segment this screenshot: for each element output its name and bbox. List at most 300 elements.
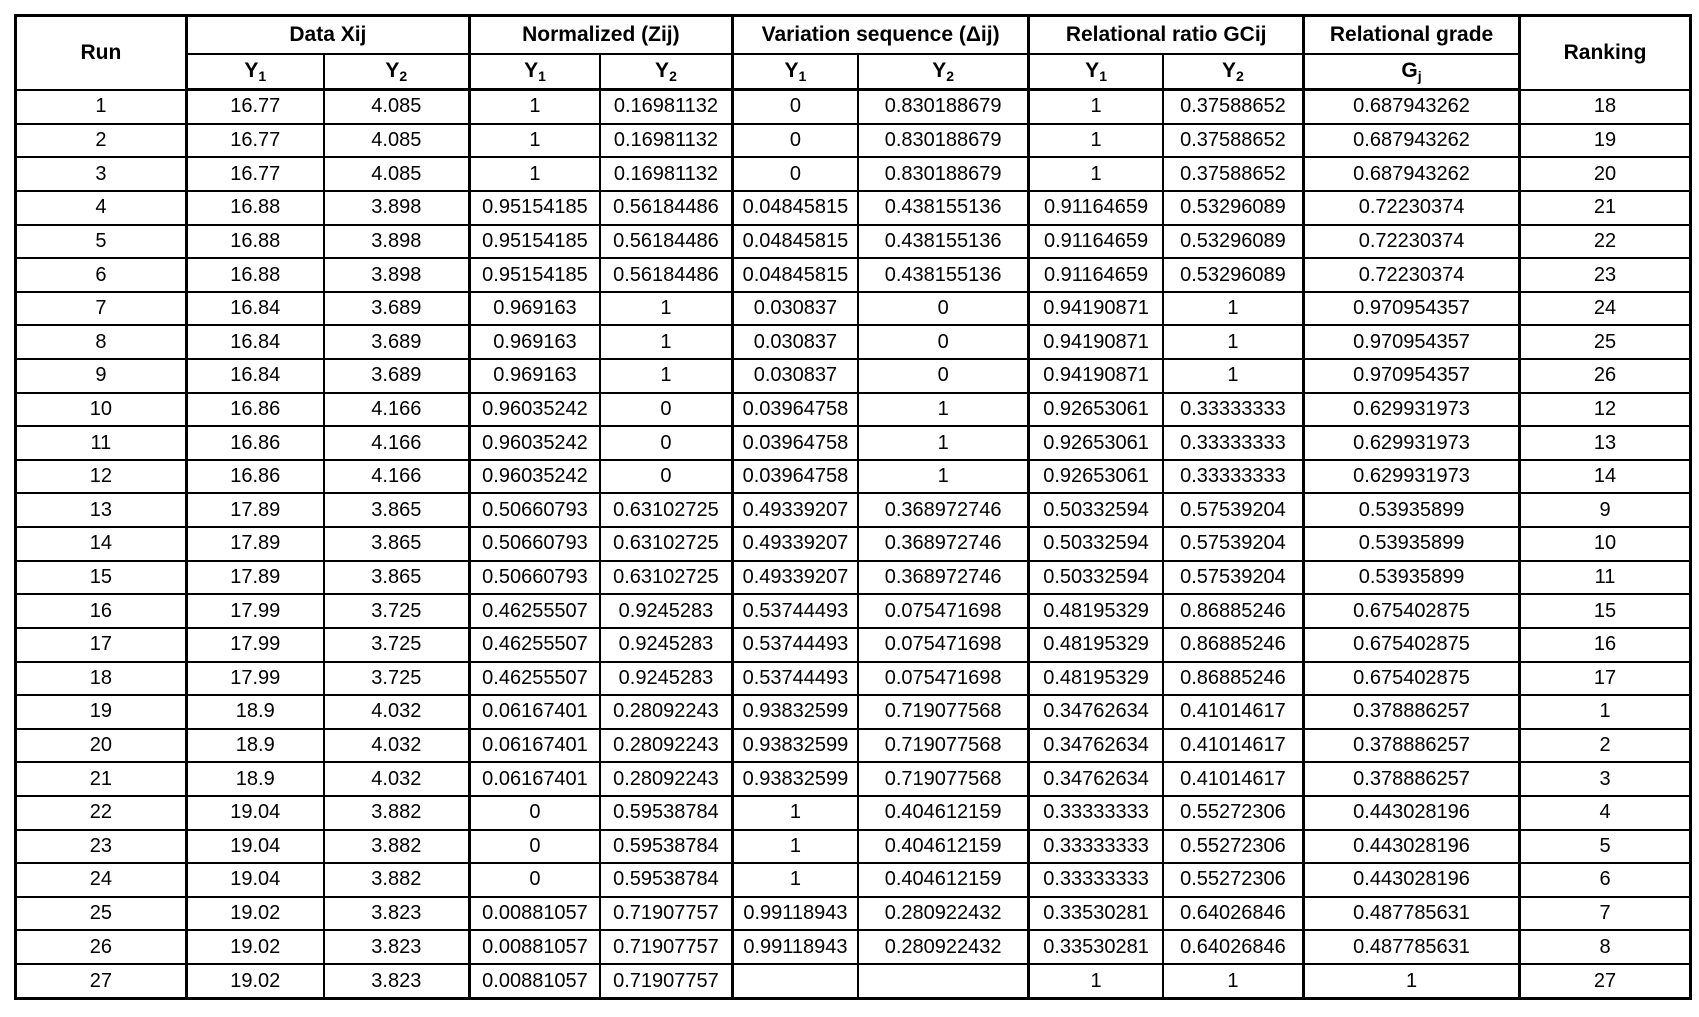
cell-run: 6 [16, 258, 187, 292]
cell-ranking: 21 [1520, 191, 1691, 225]
table-row [16, 493, 1691, 527]
cell-ratio-y2: 0.86885246 [1163, 628, 1304, 662]
cell-data-y1: 16.88 [186, 225, 323, 259]
cell-normalized-y2: 0.16981132 [600, 157, 732, 191]
cell-ratio-y1: 0.33530281 [1029, 897, 1163, 931]
table-row [16, 695, 1691, 729]
cell-run: 18 [16, 662, 187, 696]
cell-grade: 0.378886257 [1304, 695, 1520, 729]
cell-normalized-y2: 0.56184486 [600, 191, 732, 225]
cell-run: 17 [16, 628, 187, 662]
cell-data-y2: 4.032 [324, 762, 470, 796]
cell-grade: 0.675402875 [1304, 594, 1520, 628]
cell-variation-y2: 0 [858, 359, 1029, 393]
cell-grade: 0.72230374 [1304, 258, 1520, 292]
cell-ranking: 18 [1520, 90, 1691, 124]
cell-data-y1: 16.77 [186, 157, 323, 191]
cell-run: 25 [16, 897, 187, 931]
subheader-grade-gj: $G_j$ [1304, 54, 1520, 90]
cell-normalized-y2: 0.59538784 [600, 830, 732, 864]
cell-variation-y1: 0 [732, 90, 858, 124]
cell-run: 5 [16, 225, 187, 259]
cell-ratio-y2: 0.33333333 [1163, 460, 1304, 494]
cell-normalized-y1: 0.96035242 [469, 460, 600, 494]
cell-data-y1: 17.99 [186, 594, 323, 628]
cell-data-y1: 17.89 [186, 561, 323, 595]
cell-normalized-y1: 0.969163 [469, 325, 600, 359]
cell-run: 4 [16, 191, 187, 225]
cell-data-y1: 17.99 [186, 628, 323, 662]
cell-variation-y2: 0.404612159 [858, 830, 1029, 864]
cell-ranking: 14 [1520, 460, 1691, 494]
table-row [16, 426, 1691, 460]
cell-run: 26 [16, 930, 187, 964]
cell-data-y2: 3.689 [324, 359, 470, 393]
table-row [16, 964, 1691, 998]
cell-grade: 0.443028196 [1304, 796, 1520, 830]
subheader-variation-y1: $Y_1$ [732, 54, 858, 90]
grey-relational-table [14, 14, 1692, 1000]
cell-variation-y2: 0.719077568 [858, 695, 1029, 729]
cell-data-y1: 19.04 [186, 796, 323, 830]
cell-variation-y2: 0.438155136 [858, 258, 1029, 292]
cell-ranking: 1 [1520, 695, 1691, 729]
cell-ratio-y1: 0.33333333 [1029, 796, 1163, 830]
cell-ratio-y2: 0.53296089 [1163, 191, 1304, 225]
cell-data-y1: 16.86 [186, 393, 323, 427]
table-row [16, 191, 1691, 225]
cell-ranking: 3 [1520, 762, 1691, 796]
cell-normalized-y2: 0.9245283 [600, 594, 732, 628]
cell-grade: 0.687943262 [1304, 157, 1520, 191]
table-row [16, 527, 1691, 561]
cell-ranking: 27 [1520, 964, 1691, 998]
cell-grade: 0.487785631 [1304, 897, 1520, 931]
table-row [16, 393, 1691, 427]
cell-ratio-y1: 0.94190871 [1029, 292, 1163, 326]
cell-data-y1: 16.84 [186, 325, 323, 359]
cell-run: 15 [16, 561, 187, 595]
cell-variation-y2: 0.404612159 [858, 796, 1029, 830]
cell-normalized-y2: 0.28092243 [600, 762, 732, 796]
cell-ratio-y2: 0.53296089 [1163, 258, 1304, 292]
cell-data-y1: 16.77 [186, 90, 323, 124]
cell-run: 27 [16, 964, 187, 998]
cell-run: 23 [16, 830, 187, 864]
cell-variation-y2: 0.830188679 [858, 90, 1029, 124]
cell-ranking: 2 [1520, 729, 1691, 763]
cell-ratio-y1: 1 [1029, 157, 1163, 191]
cell-variation-y1: 0.93832599 [732, 695, 858, 729]
table-row [16, 897, 1691, 931]
cell-variation-y1: 0.030837 [732, 359, 858, 393]
col-header-variation-sequence: Variation sequence (Δij) [732, 16, 1028, 54]
cell-grade: 0.53935899 [1304, 493, 1520, 527]
col-header-relational-ratio: Relational ratio GCij [1029, 16, 1304, 54]
cell-variation-y2: 0.438155136 [858, 191, 1029, 225]
cell-normalized-y2: 0.71907757 [600, 964, 732, 998]
cell-ratio-y1: 0.91164659 [1029, 225, 1163, 259]
cell-ratio-y2: 0.55272306 [1163, 863, 1304, 897]
cell-run: 3 [16, 157, 187, 191]
cell-data-y1: 17.89 [186, 493, 323, 527]
cell-variation-y2: 0.280922432 [858, 930, 1029, 964]
cell-normalized-y2: 0 [600, 426, 732, 460]
cell-grade: 0.72230374 [1304, 225, 1520, 259]
cell-variation-y2: 0.075471698 [858, 594, 1029, 628]
cell-ratio-y1: 0.91164659 [1029, 191, 1163, 225]
cell-normalized-y1: 1 [469, 124, 600, 158]
header-group-row [16, 16, 1691, 54]
table-row [16, 930, 1691, 964]
cell-variation-y1: 0.030837 [732, 292, 858, 326]
cell-ratio-y2: 0.57539204 [1163, 527, 1304, 561]
cell-variation-y1: 0.93832599 [732, 729, 858, 763]
cell-data-y1: 16.84 [186, 359, 323, 393]
cell-data-y2: 4.085 [324, 124, 470, 158]
cell-normalized-y1: 0.50660793 [469, 527, 600, 561]
cell-variation-y1: 0.04845815 [732, 258, 858, 292]
cell-ratio-y1: 0.92653061 [1029, 393, 1163, 427]
cell-variation-y1: 1 [732, 830, 858, 864]
table-row [16, 325, 1691, 359]
cell-grade: 0.629931973 [1304, 460, 1520, 494]
cell-ratio-y2: 0.33333333 [1163, 426, 1304, 460]
col-header-run: Run [16, 16, 187, 90]
cell-ratio-y2: 0.41014617 [1163, 762, 1304, 796]
cell-data-y2: 3.823 [324, 930, 470, 964]
cell-normalized-y1: 0 [469, 830, 600, 864]
cell-variation-y2: 1 [858, 393, 1029, 427]
cell-run: 20 [16, 729, 187, 763]
cell-ratio-y1: 0.92653061 [1029, 460, 1163, 494]
cell-normalized-y2: 0.63102725 [600, 561, 732, 595]
cell-ratio-y1: 0.91164659 [1029, 258, 1163, 292]
cell-normalized-y1: 0.50660793 [469, 561, 600, 595]
cell-ranking: 10 [1520, 527, 1691, 561]
cell-variation-y1: 0.99118943 [732, 930, 858, 964]
cell-ratio-y2: 1 [1163, 325, 1304, 359]
cell-normalized-y2: 0.9245283 [600, 628, 732, 662]
cell-ratio-y1: 0.34762634 [1029, 695, 1163, 729]
cell-ranking: 26 [1520, 359, 1691, 393]
subheader-ratio-y2: $Y_2$ [1163, 54, 1304, 90]
cell-normalized-y1: 0.00881057 [469, 897, 600, 931]
cell-grade: 1 [1304, 964, 1520, 998]
table-row [16, 762, 1691, 796]
cell-variation-y1: 0.030837 [732, 325, 858, 359]
col-header-relational-grade: Relational grade [1304, 16, 1520, 54]
cell-run: 8 [16, 325, 187, 359]
subheader-data-y1: $Y_1$ [186, 54, 323, 90]
cell-grade: 0.675402875 [1304, 628, 1520, 662]
cell-ranking: 25 [1520, 325, 1691, 359]
cell-ranking: 23 [1520, 258, 1691, 292]
cell-normalized-y2: 0.16981132 [600, 124, 732, 158]
cell-ratio-y1: 0.50332594 [1029, 527, 1163, 561]
cell-data-y2: 3.725 [324, 662, 470, 696]
table-row [16, 729, 1691, 763]
cell-ranking: 17 [1520, 662, 1691, 696]
cell-normalized-y1: 0.06167401 [469, 695, 600, 729]
cell-data-y2: 4.032 [324, 695, 470, 729]
cell-data-y2: 4.085 [324, 90, 470, 124]
cell-run: 21 [16, 762, 187, 796]
cell-ratio-y2: 0.86885246 [1163, 594, 1304, 628]
cell-variation-y1: 0.49339207 [732, 561, 858, 595]
cell-data-y1: 18.9 [186, 762, 323, 796]
cell-data-y2: 3.689 [324, 325, 470, 359]
cell-ranking: 5 [1520, 830, 1691, 864]
cell-data-y1: 19.04 [186, 830, 323, 864]
table-row [16, 258, 1691, 292]
table-row [16, 863, 1691, 897]
cell-normalized-y2: 1 [600, 292, 732, 326]
cell-data-y1: 18.9 [186, 729, 323, 763]
cell-normalized-y2: 0.59538784 [600, 796, 732, 830]
cell-normalized-y2: 0.71907757 [600, 897, 732, 931]
cell-variation-y1: 0.53744493 [732, 628, 858, 662]
cell-grade: 0.443028196 [1304, 830, 1520, 864]
cell-variation-y1: 0.03964758 [732, 426, 858, 460]
cell-normalized-y1: 0.969163 [469, 292, 600, 326]
cell-variation-y2: 0.719077568 [858, 729, 1029, 763]
cell-normalized-y2: 0.9245283 [600, 662, 732, 696]
cell-grade: 0.443028196 [1304, 863, 1520, 897]
cell-normalized-y1: 0.95154185 [469, 258, 600, 292]
cell-ranking: 19 [1520, 124, 1691, 158]
cell-variation-y1: 0.99118943 [732, 897, 858, 931]
cell-normalized-y1: 0 [469, 863, 600, 897]
cell-data-y1: 19.02 [186, 897, 323, 931]
cell-grade: 0.629931973 [1304, 393, 1520, 427]
cell-data-y2: 3.865 [324, 561, 470, 595]
cell-normalized-y1: 0.46255507 [469, 662, 600, 696]
cell-data-y1: 16.77 [186, 124, 323, 158]
cell-grade: 0.687943262 [1304, 90, 1520, 124]
cell-data-y2: 3.865 [324, 493, 470, 527]
col-header-normalized-zij: Normalized (Zij) [469, 16, 732, 54]
cell-run: 7 [16, 292, 187, 326]
cell-grade: 0.970954357 [1304, 292, 1520, 326]
cell-data-y2: 3.882 [324, 796, 470, 830]
cell-normalized-y1: 0.50660793 [469, 493, 600, 527]
cell-normalized-y2: 0.28092243 [600, 695, 732, 729]
table-row [16, 830, 1691, 864]
cell-data-y1: 19.02 [186, 930, 323, 964]
cell-ranking: 4 [1520, 796, 1691, 830]
subheader-ratio-y1: $Y_1$ [1029, 54, 1163, 90]
cell-data-y1: 16.86 [186, 460, 323, 494]
cell-normalized-y1: 0.00881057 [469, 964, 600, 998]
cell-run: 24 [16, 863, 187, 897]
cell-normalized-y2: 0 [600, 393, 732, 427]
cell-variation-y2: 0.368972746 [858, 527, 1029, 561]
cell-ratio-y2: 0.57539204 [1163, 561, 1304, 595]
subheader-normalized-y2: $Y_2$ [600, 54, 732, 90]
cell-normalized-y2: 0 [600, 460, 732, 494]
cell-normalized-y1: 0.46255507 [469, 628, 600, 662]
cell-variation-y2: 0.368972746 [858, 493, 1029, 527]
cell-variation-y2: 0.075471698 [858, 628, 1029, 662]
subheader-variation-y2: $Y_2$ [858, 54, 1029, 90]
cell-data-y2: 3.689 [324, 292, 470, 326]
cell-normalized-y2: 0.59538784 [600, 863, 732, 897]
subheader-data-y2: $Y_2$ [324, 54, 470, 90]
cell-variation-y1: 0.03964758 [732, 393, 858, 427]
cell-grade: 0.970954357 [1304, 325, 1520, 359]
cell-data-y2: 3.725 [324, 594, 470, 628]
cell-ratio-y2: 0.55272306 [1163, 830, 1304, 864]
cell-data-y2: 3.898 [324, 258, 470, 292]
cell-variation-y2: 0.404612159 [858, 863, 1029, 897]
cell-normalized-y2: 0.71907757 [600, 930, 732, 964]
cell-normalized-y1: 0.96035242 [469, 393, 600, 427]
table-row [16, 662, 1691, 696]
cell-data-y2: 3.823 [324, 964, 470, 998]
cell-ranking: 13 [1520, 426, 1691, 460]
cell-ratio-y2: 0.37588652 [1163, 157, 1304, 191]
cell-ratio-y1: 1 [1029, 90, 1163, 124]
cell-grade: 0.378886257 [1304, 762, 1520, 796]
cell-ranking: 6 [1520, 863, 1691, 897]
cell-ranking: 24 [1520, 292, 1691, 326]
cell-run: 14 [16, 527, 187, 561]
cell-ratio-y1: 0.33530281 [1029, 930, 1163, 964]
cell-grade: 0.378886257 [1304, 729, 1520, 763]
table-row [16, 124, 1691, 158]
cell-grade: 0.687943262 [1304, 124, 1520, 158]
cell-variation-y1: 0.49339207 [732, 527, 858, 561]
cell-normalized-y1: 0.95154185 [469, 191, 600, 225]
cell-ranking: 22 [1520, 225, 1691, 259]
cell-normalized-y2: 0.63102725 [600, 527, 732, 561]
cell-ratio-y1: 0.92653061 [1029, 426, 1163, 460]
cell-ratio-y2: 0.41014617 [1163, 729, 1304, 763]
cell-run: 12 [16, 460, 187, 494]
cell-ratio-y2: 0.86885246 [1163, 662, 1304, 696]
cell-variation-y1: 1 [732, 796, 858, 830]
cell-variation-y1 [732, 964, 858, 998]
cell-data-y2: 3.898 [324, 225, 470, 259]
cell-data-y1: 17.99 [186, 662, 323, 696]
cell-ranking: 16 [1520, 628, 1691, 662]
cell-ranking: 8 [1520, 930, 1691, 964]
table-row [16, 460, 1691, 494]
cell-grade: 0.675402875 [1304, 662, 1520, 696]
cell-ratio-y2: 0.57539204 [1163, 493, 1304, 527]
cell-data-y2: 3.865 [324, 527, 470, 561]
cell-grade: 0.970954357 [1304, 359, 1520, 393]
cell-normalized-y1: 0.46255507 [469, 594, 600, 628]
cell-ratio-y1: 0.50332594 [1029, 561, 1163, 595]
cell-ratio-y1: 1 [1029, 124, 1163, 158]
cell-data-y2: 3.823 [324, 897, 470, 931]
cell-ratio-y1: 0.33333333 [1029, 830, 1163, 864]
cell-variation-y2: 0.075471698 [858, 662, 1029, 696]
cell-normalized-y1: 0.00881057 [469, 930, 600, 964]
cell-variation-y1: 0.93832599 [732, 762, 858, 796]
subheader-normalized-y1: $Y_1$ [469, 54, 600, 90]
table-row [16, 796, 1691, 830]
cell-grade: 0.72230374 [1304, 191, 1520, 225]
cell-ratio-y1: 0.48195329 [1029, 628, 1163, 662]
cell-ratio-y1: 0.50332594 [1029, 493, 1163, 527]
cell-normalized-y2: 0.63102725 [600, 493, 732, 527]
cell-run: 19 [16, 695, 187, 729]
cell-grade: 0.53935899 [1304, 527, 1520, 561]
cell-grade: 0.487785631 [1304, 930, 1520, 964]
table-row [16, 359, 1691, 393]
cell-run: 1 [16, 90, 187, 124]
cell-run: 13 [16, 493, 187, 527]
cell-variation-y1: 0 [732, 157, 858, 191]
cell-variation-y2: 0 [858, 325, 1029, 359]
cell-variation-y1: 0.04845815 [732, 191, 858, 225]
cell-variation-y2: 0.830188679 [858, 124, 1029, 158]
table-row [16, 292, 1691, 326]
cell-grade: 0.629931973 [1304, 426, 1520, 460]
cell-normalized-y2: 1 [600, 325, 732, 359]
cell-ratio-y1: 0.34762634 [1029, 762, 1163, 796]
cell-data-y1: 19.04 [186, 863, 323, 897]
cell-data-y1: 16.88 [186, 191, 323, 225]
cell-variation-y2: 0.280922432 [858, 897, 1029, 931]
cell-ranking: 12 [1520, 393, 1691, 427]
cell-data-y1: 17.89 [186, 527, 323, 561]
cell-ratio-y2: 0.55272306 [1163, 796, 1304, 830]
cell-variation-y2: 1 [858, 460, 1029, 494]
cell-run: 11 [16, 426, 187, 460]
cell-data-y2: 3.882 [324, 863, 470, 897]
cell-ranking: 9 [1520, 493, 1691, 527]
cell-ratio-y1: 0.33333333 [1029, 863, 1163, 897]
cell-normalized-y1: 0 [469, 796, 600, 830]
cell-ranking: 11 [1520, 561, 1691, 595]
cell-variation-y2: 0 [858, 292, 1029, 326]
cell-ratio-y1: 1 [1029, 964, 1163, 998]
cell-normalized-y1: 0.06167401 [469, 729, 600, 763]
cell-normalized-y2: 0.56184486 [600, 225, 732, 259]
cell-normalized-y2: 0.28092243 [600, 729, 732, 763]
cell-ratio-y2: 0.41014617 [1163, 695, 1304, 729]
cell-normalized-y2: 0.16981132 [600, 90, 732, 124]
cell-ranking: 20 [1520, 157, 1691, 191]
cell-variation-y1: 0.53744493 [732, 662, 858, 696]
cell-variation-y1: 0.03964758 [732, 460, 858, 494]
cell-run: 16 [16, 594, 187, 628]
cell-variation-y1: 1 [732, 863, 858, 897]
cell-normalized-y1: 0.969163 [469, 359, 600, 393]
cell-run: 2 [16, 124, 187, 158]
cell-ratio-y2: 1 [1163, 359, 1304, 393]
table-row [16, 90, 1691, 124]
table-body [16, 90, 1691, 999]
cell-normalized-y2: 0.56184486 [600, 258, 732, 292]
col-header-ranking: Ranking [1520, 16, 1691, 90]
cell-run: 22 [16, 796, 187, 830]
cell-variation-y2: 1 [858, 426, 1029, 460]
cell-ratio-y2: 0.37588652 [1163, 124, 1304, 158]
cell-ratio-y1: 0.48195329 [1029, 594, 1163, 628]
cell-data-y1: 18.9 [186, 695, 323, 729]
cell-run: 10 [16, 393, 187, 427]
cell-data-y2: 3.898 [324, 191, 470, 225]
cell-normalized-y1: 1 [469, 90, 600, 124]
cell-ratio-y2: 0.37588652 [1163, 90, 1304, 124]
cell-variation-y2: 0.368972746 [858, 561, 1029, 595]
header-sub-row [16, 54, 1691, 90]
